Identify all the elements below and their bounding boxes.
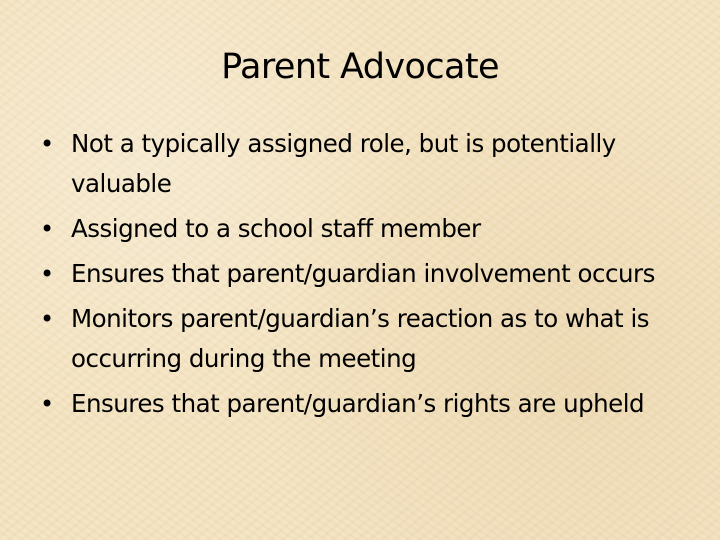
bullet-text: Assigned to a school staff member	[71, 214, 481, 243]
bullet-item	[36, 299, 686, 379]
bullet-dot-icon: •	[40, 130, 54, 158]
bullet-item	[36, 209, 686, 249]
slide-title: Parent Advocate	[221, 47, 499, 87]
bullet-list	[36, 124, 686, 429]
bullet-dot-icon: •	[40, 215, 54, 243]
bullet-item	[36, 384, 686, 424]
bullet-text: Monitors parent/guardian’s reaction as to what is occurring during the meeting	[71, 304, 650, 373]
bullet-dot-icon: •	[40, 305, 54, 333]
bullet-text: Ensures that parent/guardian involvement occurs	[71, 259, 655, 288]
bullet-item	[36, 124, 686, 204]
bullet-item	[36, 254, 686, 294]
bullet-dot-icon: •	[40, 260, 54, 288]
bullet-text: Not a typically assigned role, but is potentially valuable	[71, 129, 616, 198]
bullet-dot-icon: •	[40, 390, 54, 418]
bullet-text: Ensures that parent/guardian’s rights are upheld	[71, 389, 645, 418]
